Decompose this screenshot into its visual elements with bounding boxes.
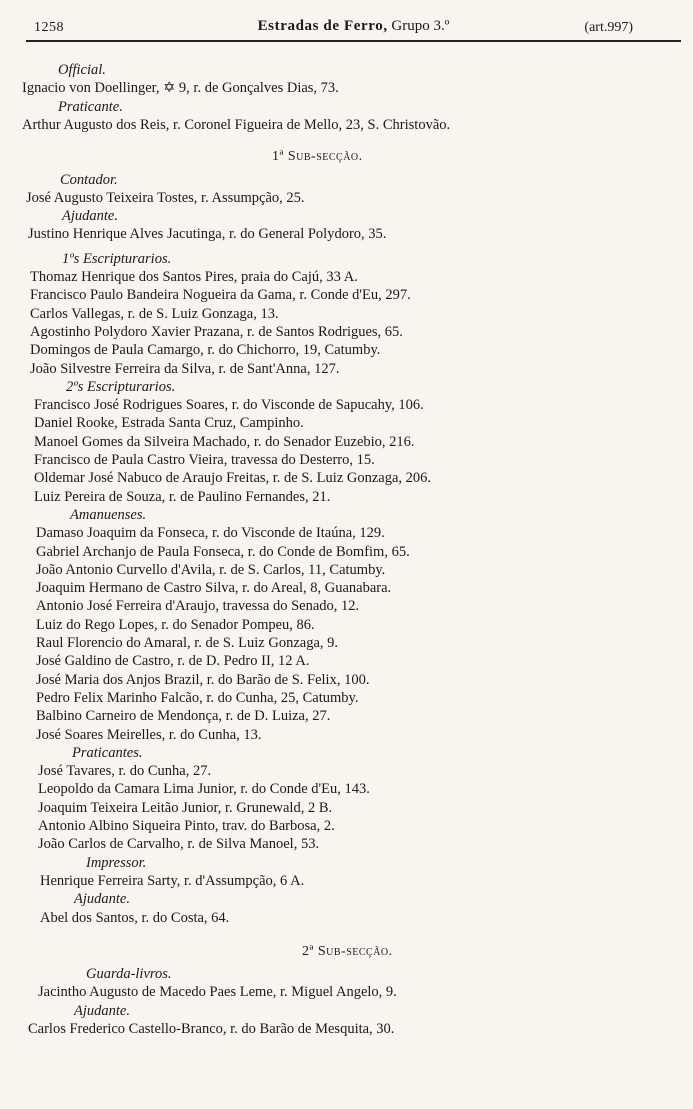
directory-entry: Damaso Joaquim da Fonseca, r. do Visconde de Itaúna, 129.: [36, 525, 385, 542]
directory-entry: Carlos Frederico Castello-Branco, r. do Barão de Mesquita, 30.: [28, 1021, 395, 1037]
running-header: [26, 14, 681, 42]
role-heading: 2ºs Escripturarios.: [66, 378, 176, 395]
directory-entry: José Galdino de Castro, r. de D. Pedro II, 12 A.: [36, 653, 310, 670]
role-heading: 1ºs Escripturarios.: [62, 250, 172, 267]
directory-entry: Thomaz Henrique dos Santos Pires, praia do Cajú, 33 A.: [30, 269, 358, 285]
directory-entry: Luiz do Rego Lopes, r. do Senador Pompeu, 86.: [36, 616, 315, 633]
directory-entry: Carlos Vallegas, r. de S. Luiz Gonzaga, 13.: [30, 305, 279, 322]
running-title: [26, 18, 681, 35]
role-heading: Guarda-livros.: [86, 966, 172, 983]
directory-entry: Francisco Paulo Bandeira Nogueira da Gama, r. Conde d'Eu, 297.: [30, 287, 411, 304]
directory-entry: Henrique Ferreira Sarty, r. d'Assumpção, 6 A.: [40, 872, 305, 889]
directory-entry: João Antonio Curvello d'Avila, r. de S. Carlos, 11, Catumby.: [36, 561, 386, 578]
directory-entry: Luiz Pereira de Souza, r. de Paulino Fernandes, 21.: [34, 488, 331, 505]
subsection-heading: 1ª Sub-secção.: [272, 149, 363, 165]
title-bold: Estradas de Ferro,: [257, 18, 388, 34]
directory-entry: José Augusto Teixeira Tostes, r. Assumpção, 25.: [26, 189, 305, 206]
role-heading: Praticante.: [58, 98, 123, 115]
directory-entry: Francisco José Rodrigues Soares, r. do Visconde de Sapucahy, 106.: [34, 397, 424, 414]
directory-entry: Antonio Albino Siqueira Pinto, trav. do Barbosa, 2.: [38, 818, 335, 834]
directory-entry: João Silvestre Ferreira da Silva, r. de Sant'Anna, 127.: [30, 360, 340, 377]
role-heading: Ajudante.: [62, 208, 118, 225]
directory-entry: Jacintho Augusto de Macedo Paes Leme, r. Miguel Angelo, 9.: [38, 984, 397, 1001]
role-heading: Official.: [58, 62, 106, 78]
directory-entry: Joaquim Hermano de Castro Silva, r. do Areal, 8, Guanabara.: [36, 580, 392, 597]
directory-entry: Gabriel Archanjo de Paula Fonseca, r. do Conde de Bomfim, 65.: [36, 543, 410, 560]
directory-entry: Leopoldo da Camara Lima Junior, r. do Conde d'Eu, 143.: [38, 781, 370, 798]
directory-entry: Francisco de Paula Castro Vieira, travessa do Desterro, 15.: [34, 452, 375, 468]
role-heading: Amanuenses.: [70, 506, 147, 523]
directory-entry: Domingos de Paula Camargo, r. do Chichorro, 19, Catumby.: [30, 342, 381, 359]
directory-entry: Justino Henrique Alves Jacutinga, r. do General Polydoro, 35.: [28, 226, 387, 243]
role-heading: Contador.: [60, 171, 118, 188]
directory-entry: Raul Florencio do Amaral, r. de S. Luiz Gonzaga, 9.: [36, 635, 339, 651]
directory-entry: Arthur Augusto dos Reis, r. Coronel Figueira de Mello, 23, S. Christovão.: [22, 116, 451, 133]
role-heading: Impressor.: [86, 854, 147, 871]
role-heading: Ajudante.: [74, 1002, 130, 1019]
article-reference: (art.997): [584, 20, 633, 35]
role-heading: Ajudante.: [74, 891, 130, 908]
directory-entry: Pedro Felix Marinho Falcão, r. do Cunha, 25, Catumby.: [36, 689, 359, 706]
directory-entry: Agostinho Polydoro Xavier Prazana, r. de Santos Rodrigues, 65.: [30, 323, 403, 340]
directory-entry: Balbino Carneiro de Mendonça, r. de D. Luiza, 27.: [36, 708, 331, 725]
directory-entry: José Tavares, r. do Cunha, 27.: [38, 763, 212, 780]
directory-entry: Manoel Gomes da Silveira Machado, r. do Senador Euzebio, 216.: [34, 433, 415, 450]
directory-entry: Joaquim Teixeira Leitão Junior, r. Grunewald, 2 B.: [38, 799, 333, 816]
directory-entry: João Carlos de Carvalho, r. de Silva Manoel, 53.: [38, 836, 320, 853]
directory-entry: Oldemar José Nabuco de Araujo Freitas, r. de S. Luiz Gonzaga, 206.: [34, 470, 432, 487]
directory-entry: Abel dos Santos, r. do Costa, 64.: [40, 909, 230, 926]
directory-entry: Ignacio von Doellinger, ✡ 9, r. de Gonçalves Dias, 73.: [22, 80, 339, 97]
title-group: Grupo 3.º: [391, 18, 450, 34]
directory-entry: Daniel Rooke, Estrada Santa Cruz, Campinho.: [34, 415, 304, 432]
directory-entry: José Maria dos Anjos Brazil, r. do Barão de S. Felix, 100.: [36, 671, 370, 688]
subsection-heading: 2ª Sub-secção.: [302, 943, 393, 959]
page-number: 1258: [34, 20, 64, 35]
directory-entry: Antonio José Ferreira d'Araujo, travessa do Senado, 12.: [36, 598, 360, 615]
role-heading: Praticantes.: [72, 744, 143, 761]
directory-entry: José Soares Meirelles, r. do Cunha, 13.: [36, 726, 262, 743]
